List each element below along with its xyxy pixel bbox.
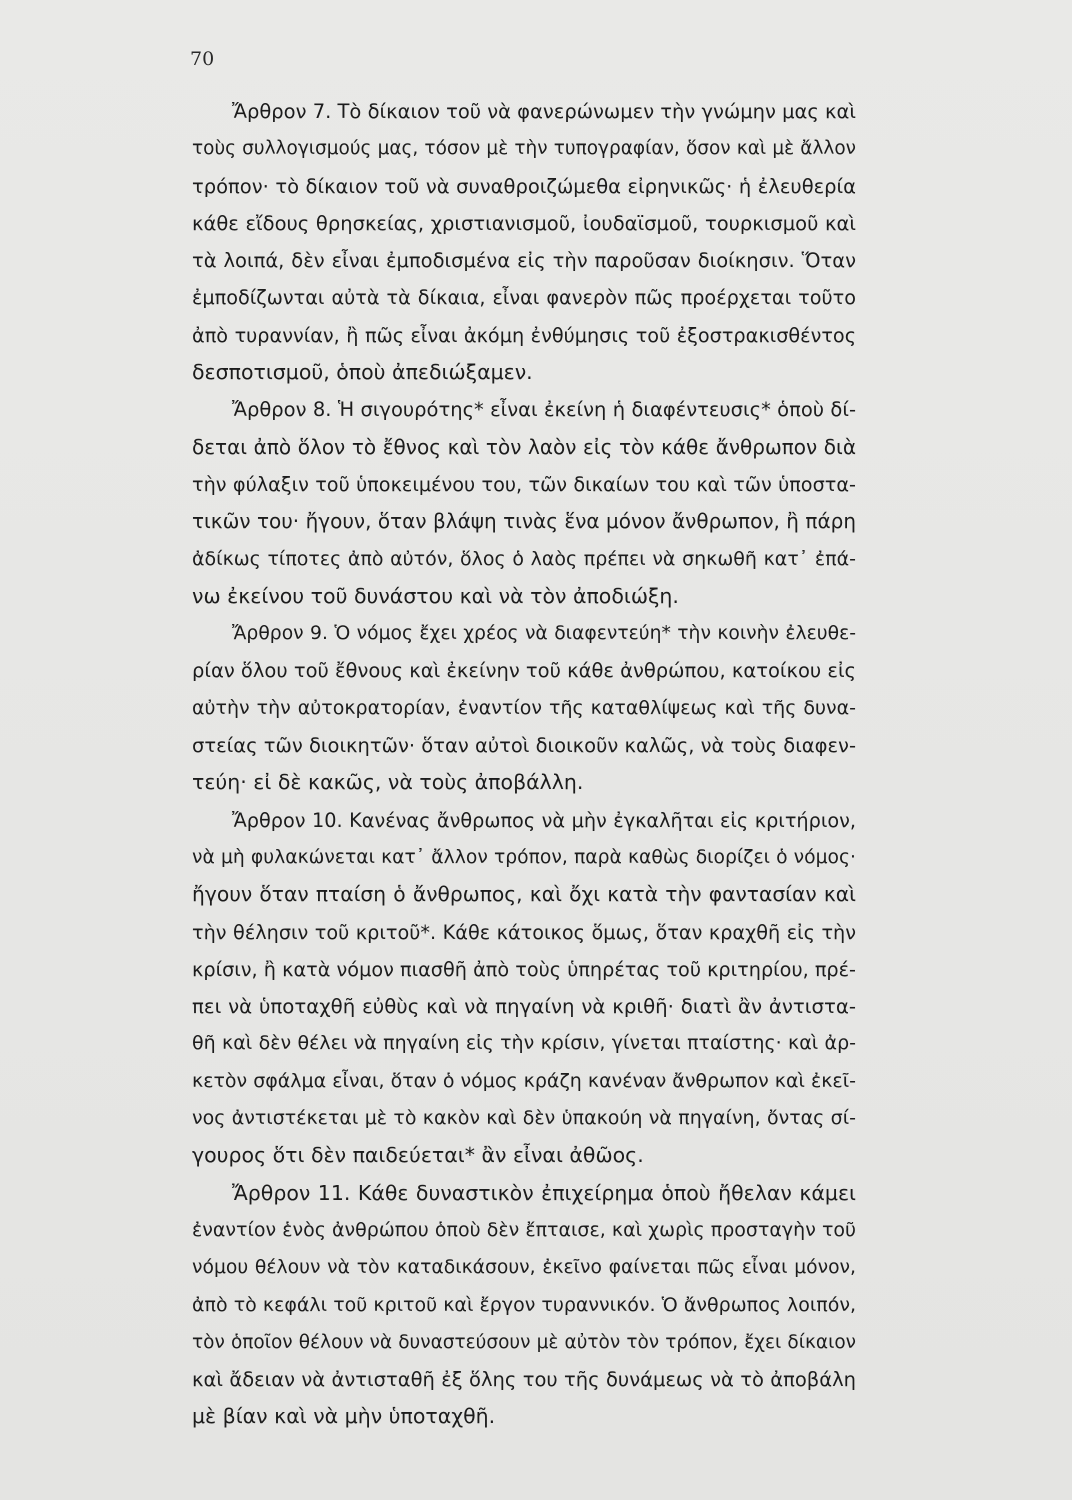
text-line: κετὸν σφάλμα εἶναι, ὅταν ὁ νόμος κράζη κανέναν ἄνθρωπον καὶ ἐκεῖ-: [192, 1069, 856, 1092]
text-line: τὴν φύλαξιν τοῦ ὑποκειμένου του, τῶν δικαίων του καὶ τῶν ὑποστα-: [192, 472, 856, 496]
text-line: νω ἐκείνου τοῦ δυνάστου καὶ νὰ τὸν ἀποδιώξη.: [192, 583, 679, 608]
text-line: ρίαν ὅλου τοῦ ἔθνους καὶ ἐκείνην τοῦ κάθε ἀνθρώπου, κατοίκου εἰς: [192, 659, 856, 683]
text-line: Ἄρθρον 10. Κανένας ἄνθρωπος νὰ μὴν ἐγκαλῆται εἰς κριτήριον,: [232, 808, 856, 832]
text-line: κάθε εἴδους θρησκείας, χριστιανισμοῦ, ἰουδαϊσμοῦ, τουρκισμοῦ καὶ: [192, 211, 856, 235]
page-number: 70: [190, 48, 215, 70]
text-line: μὲ βίαν καὶ νὰ μὴν ὑποταχθῆ.: [192, 1404, 496, 1429]
text-line: στείας τῶν διοικητῶν· ὅταν αὐτοὶ διοικοῦν καλῶς, νὰ τοὺς διαφεν-: [192, 734, 856, 758]
text-line: τικῶν του· ἤγουν, ὅταν βλάψη τινὰς ἕνα μόνον ἄνθρωπον, ἢ πάρη: [192, 509, 856, 534]
text-line: πει νὰ ὑποταχθῆ εὐθὺς καὶ νὰ πηγαίνη νὰ κριθῆ· διατὶ ἂν ἀντιστα-: [192, 995, 856, 1019]
text-line: τοὺς συλλογισμούς μας, τόσον μὲ τὴν τυπογραφίαν, ὅσον καὶ μὲ ἄλλον: [192, 138, 856, 160]
text-line: ἀπὸ τυραννίαν, ἢ πῶς εἶναι ἀκόμη ἐνθύμησις τοῦ ἐξοστρακισθέντος: [192, 323, 856, 347]
text-line: ἐμποδίζωνται αὐτὰ τὰ δίκαια, εἶναι φανερὸν πῶς προέρχεται τοῦτο: [192, 286, 856, 310]
text-line: τρόπον· τὸ δίκαιον τοῦ νὰ συναθροιζώμεθα εἰρηνικῶς· ἡ ἐλευθερία: [192, 174, 856, 198]
text-line: τὰ λοιπά, δὲν εἶναι ἐμποδισμένα εἰς τὴν παροῦσαν διοίκησιν. Ὅταν: [192, 249, 856, 273]
text-line: δεται ἀπὸ ὅλον τὸ ἔθνος καὶ τὸν λαὸν εἰς τὸν κάθε ἄνθρωπον διὰ: [192, 434, 856, 459]
text-line: ἀπὸ τὸ κεφάλι τοῦ κριτοῦ καὶ ἔργον τυραννικόν. Ὁ ἄνθρωπος λοιπόν,: [192, 1293, 856, 1316]
text-line: Ἄρθρον 11. Κάθε δυναστικὸν ἐπιχείρημα ὁποὺ ἤθελαν κάμει: [232, 1180, 856, 1205]
text-line: καὶ ἄδειαν νὰ ἀντισταθῆ ἐξ ὅλης του τῆς δυνάμεως νὰ τὸ ἀποβάλη: [192, 1368, 856, 1392]
text-line: γουρος ὅτι δὲν παιδεύεται* ἂν εἶναι ἀθῶος.: [192, 1143, 644, 1168]
text-line: δεσποτισμοῦ, ὁποὺ ἀπεδιώξαμεν.: [192, 360, 533, 385]
text-line: τεύη· εἰ δὲ κακῶς, νὰ τοὺς ἀποβάλλη.: [192, 770, 584, 795]
text-line: νος ἀντιστέκεται μὲ τὸ κακὸν καὶ δὲν ὑπακούη νὰ πηγαίνη, ὄντας σί-: [192, 1107, 856, 1130]
text-line: ἀδίκως τίποτες ἀπὸ αὐτόν, ὅλος ὁ λαὸς πρέπει νὰ σηκωθῆ κατ᾿ ἐπά-: [192, 547, 856, 570]
text-line: τὴν θέλησιν τοῦ κριτοῦ*. Κάθε κάτοικος ὅμως, ὅταν κραχθῆ εἰς τὴν: [192, 920, 856, 944]
text-line: Ἄρθρον 9. Ὁ νόμος ἔχει χρέος νὰ διαφεντεύη* τὴν κοινὴν ἐλευθε-: [232, 623, 856, 645]
text-line: νὰ μὴ φυλακώνεται κατ᾿ ἄλλον τρόπον, παρὰ καθὼς διορίζει ὁ νόμος·: [192, 846, 856, 868]
text-line: τὸν ὁποῖον θέλουν νὰ δυναστεύσουν μὲ αὐτὸν τὸν τρόπον, ἔχει δίκαιον: [192, 1331, 856, 1353]
body-text: [192, 93, 856, 1436]
text-line: κρίσιν, ἢ κατὰ νόμον πιασθῆ ἀπὸ τοὺς ὑπηρέτας τοῦ κριτηρίου, πρέ-: [192, 957, 856, 981]
text-line: ἐναντίον ἑνὸς ἀνθρώπου ὁποὺ δὲν ἔπταισε, καὶ χωρὶς προσταγὴν τοῦ: [192, 1218, 856, 1241]
text-line: θῆ καὶ δὲν θέλει νὰ πηγαίνη εἰς τὴν κρίσιν, γίνεται πταίστης· καὶ ἀρ-: [192, 1032, 856, 1055]
text-line: αὐτὴν τὴν αὐτοκρατορίαν, ἐναντίον τῆς καταθλίψεως καὶ τῆς δυνα-: [192, 696, 856, 719]
text-line: ἤγουν ὅταν πταίση ὁ ἄνθρωπος, καὶ ὄχι κατὰ τὴν φαντασίαν καὶ: [192, 882, 856, 907]
text-line: Ἄρθρον 8. Ἡ σιγουρότης* εἶναι ἐκείνη ἡ διαφέντευσις* ὁποὺ δί-: [232, 398, 856, 422]
text-line: νόμου θέλουν νὰ τὸν καταδικάσουν, ἐκεῖνο φαίνεται πῶς εἶναι μόνον,: [192, 1257, 856, 1279]
text-line: Ἄρθρον 7. Τὸ δίκαιον τοῦ νὰ φανερώνωμεν τὴν γνώμην μας καὶ: [232, 100, 856, 123]
